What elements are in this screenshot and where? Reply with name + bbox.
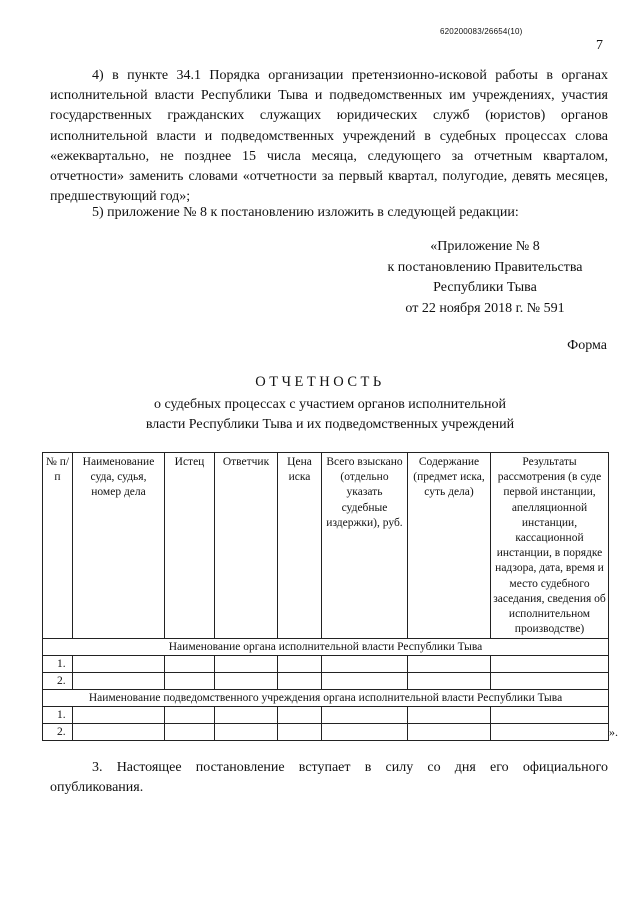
paragraph-3: 3. Настоящее постановление вступает в силу со дня его официального опубликования. [50, 760, 608, 796]
paragraph-5: 5) приложение № 8 к постановлению изложить в следующей редакции: [92, 205, 519, 220]
table-header-row [43, 453, 609, 639]
report-subtitle [90, 395, 570, 435]
header-plaintiff: Истец [165, 453, 215, 639]
header-results: Результаты рассмотрения (в суде первой инстанции, апелляционной инстанции, кассационной инстанции, в порядке надзора, дата, время и место судебного заседания, сведения об исполнительном производстве) [491, 453, 609, 639]
table-row [43, 656, 609, 673]
table-cell [73, 724, 165, 741]
table-cell [491, 656, 609, 673]
table-cell [408, 707, 491, 724]
row-number: 2. [43, 673, 73, 690]
row-number: 1. [43, 656, 73, 673]
paragraph-4: 4) в пункте 34.1 Порядка организации претензионно-исковой работы в органах исполнительной власти Республики Тыва и подведомственных им учреждениях, участия государственных гражданских служащих юридических служб (юристов) органов исполнительной власти и подведомственных учреждений в судебных процессах слова «ежеквартально, не позднее 15 числа месяца, следующего за отчетным кварталом, отчетности» заменить словами «отчетности за первый квартал, полугодие, девять месяцев, предшествующий год»; [50, 68, 608, 205]
section-row-1 [43, 639, 609, 656]
table-cell [278, 673, 322, 690]
section-1-label: Наименование органа исполнительной власти Республики Тыва [43, 639, 609, 656]
appendix-line-2: к постановлению Правительства [387, 259, 583, 275]
table-cell [322, 673, 408, 690]
table-cell [322, 656, 408, 673]
appendix-line-1: «Приложение № 8 [430, 239, 540, 254]
table-cell [165, 707, 215, 724]
header-court: Наименование суда, судья, номер дела [73, 453, 165, 639]
table-cell [215, 707, 278, 724]
report-table [42, 452, 609, 741]
table-cell [491, 707, 609, 724]
table-cell [278, 707, 322, 724]
subtitle-line-2: власти Республики Тыва и их подведомственных учреждений [145, 417, 515, 432]
subtitle-line-1: о судебных процессах с участием органов исполнительной [154, 397, 506, 412]
document-id: 620200083/26654(10) [440, 27, 523, 36]
appendix-header [360, 237, 610, 319]
section-2-label: Наименование подведомственного учреждения органа исполнительной власти Республики Тыва [43, 690, 609, 707]
table-cell [73, 707, 165, 724]
table-cell [322, 707, 408, 724]
section-row-2 [43, 690, 609, 707]
row-number: 1. [43, 707, 73, 724]
appendix-line-4: от 22 ноября 2018 г. № 591 [405, 300, 565, 316]
table-row [43, 707, 609, 724]
row-number: 2. [43, 724, 73, 741]
report-title: ОТЧЕТНОСТЬ [255, 374, 385, 390]
header-defendant: Ответчик [215, 453, 278, 639]
table-cell [408, 673, 491, 690]
table-cell [165, 656, 215, 673]
table-cell [278, 724, 322, 741]
table-cell [491, 673, 609, 690]
table-cell [322, 724, 408, 741]
table-cell [215, 673, 278, 690]
form-label: Форма [567, 338, 607, 353]
table-cell [165, 724, 215, 741]
header-content: Содержание (предмет иска, суть дела) [408, 453, 491, 639]
table-cell [491, 724, 609, 741]
table-cell [73, 656, 165, 673]
table-cell [165, 673, 215, 690]
appendix-line-3: Республики Тыва [433, 280, 537, 295]
table-cell [408, 724, 491, 741]
closing-quote: ». [609, 725, 618, 739]
page-number: 7 [596, 38, 603, 53]
header-number: № п/п [43, 453, 73, 639]
table-cell [73, 673, 165, 690]
table-cell [215, 724, 278, 741]
header-recovered: Всего взыскано (отдельно указать судебные издержки), руб. [322, 453, 408, 639]
table-cell [215, 656, 278, 673]
table-cell [408, 656, 491, 673]
table-row [43, 673, 609, 690]
table-cell [278, 656, 322, 673]
header-claim-price: Цена иска [278, 453, 322, 639]
table-row [43, 724, 609, 741]
